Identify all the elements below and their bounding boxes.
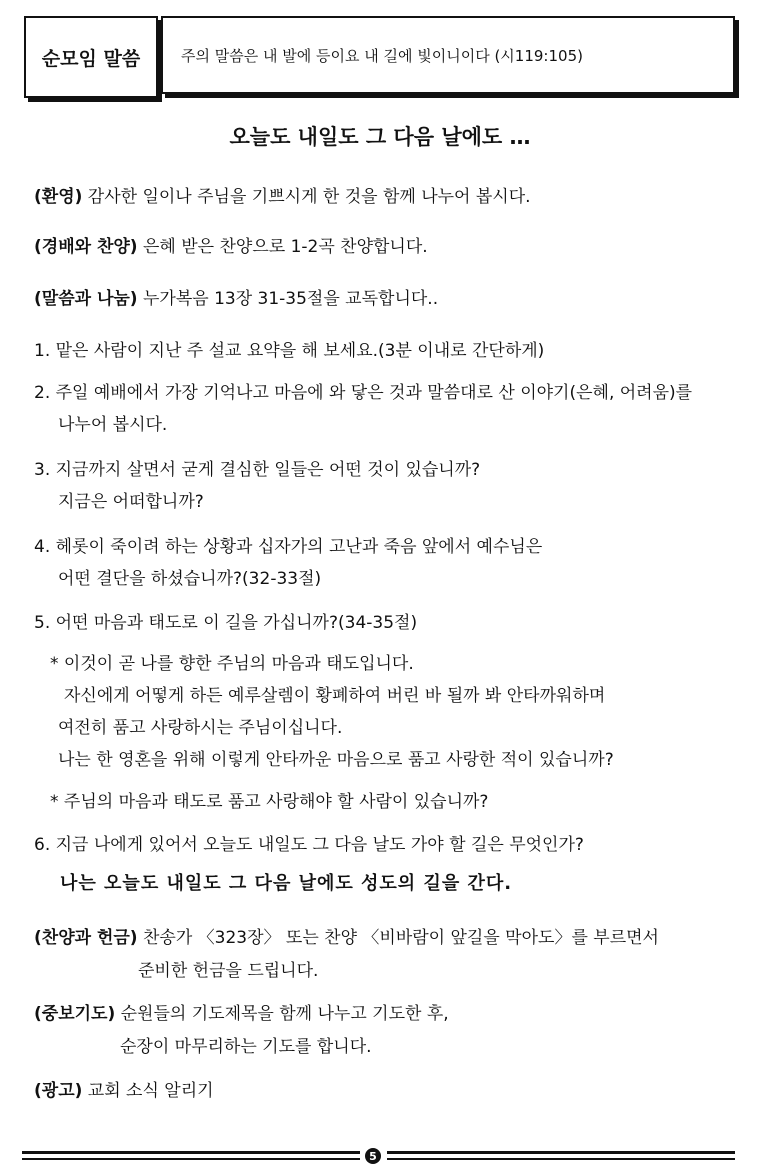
offering-line-2: 준비한 헌금을 드립니다. — [138, 961, 319, 981]
notice-tag: (광고) — [34, 1081, 83, 1101]
section-label-box — [24, 16, 158, 98]
notice-line — [34, 1076, 214, 1101]
offering-text: 찬송가 〈323장〉 또는 찬양 〈비바람이 앞길을 막아도〉를 부르면서 — [137, 928, 659, 948]
footer-rule-right-thin — [387, 1158, 735, 1160]
prayer-line — [34, 999, 449, 1024]
question-2: 2. 주일 예배에서 가장 기억나고 마음에 와 닿은 것과 말씀대로 산 이야기(은혜, 어려움)를 — [34, 383, 693, 403]
question-5: 5. 어떤 마음과 태도로 이 길을 가십니까?(34-35절) — [34, 613, 418, 633]
prayer-line-2: 순장이 마무리하는 기도를 합니다. — [120, 1037, 372, 1057]
welcome-text: 감사한 일이나 주님을 기쁘시게 한 것을 함께 나누어 봅시다. — [82, 187, 531, 207]
page-number: 5 — [365, 1148, 381, 1164]
question-2-cont: 나누어 봅시다. — [58, 415, 168, 435]
question-6: 6. 지금 나에게 있어서 오늘도 내일도 그 다음 날도 가야 할 길은 무엇인가? — [34, 835, 584, 855]
question-3: 3. 지금까지 살면서 굳게 결심한 일들은 어떤 것이 있습니까? — [34, 460, 481, 480]
note-1-line-2: 자신에게 어떻게 하든 예루살렘이 황폐하여 버린 바 될까 봐 안타까워하며 — [64, 686, 606, 706]
note-1-line-3: 여전히 품고 사랑하시는 주님이십니다. — [58, 718, 343, 738]
worship-tag: (경배와 찬양) — [34, 237, 138, 257]
worship-text: 은혜 받은 찬양으로 1-2곡 찬양합니다. — [137, 237, 428, 257]
footer-rule-left-thin — [22, 1158, 360, 1160]
welcome-tag: (환영) — [34, 187, 83, 207]
footer-rule-right — [387, 1151, 735, 1154]
question-1: 1. 맡은 사람이 지난 주 설교 요약을 해 보세요.(3분 이내로 간단하게) — [34, 341, 545, 361]
page-title: 오늘도 내일도 그 다음 날에도 … — [229, 125, 531, 149]
word-tag: (말씀과 나눔) — [34, 289, 138, 309]
word-text: 누가복음 13장 31-35절을 교독합니다.. — [137, 289, 439, 309]
worship-line — [34, 232, 428, 257]
footer-rule-left — [22, 1151, 360, 1154]
prayer-tag: (중보기도) — [34, 1004, 116, 1024]
note-2: * 주님의 마음과 태도로 품고 사랑해야 할 사람이 있습니까? — [50, 792, 489, 812]
notice-text: 교회 소식 알리기 — [82, 1081, 214, 1101]
verse-box — [161, 16, 735, 94]
question-3-cont: 지금은 어떠합니까? — [58, 492, 204, 512]
note-1: * 이것이 곧 나를 향한 주님의 마음과 태도입니다. — [50, 654, 414, 674]
question-4: 4. 헤롯이 죽이려 하는 상황과 십자가의 고난과 죽음 앞에서 예수님은 — [34, 537, 543, 557]
offering-tag: (찬양과 헌금) — [34, 928, 138, 948]
offering-line — [34, 923, 659, 948]
note-1-line-4: 나는 한 영혼을 위해 이렇게 안타까운 마음으로 품고 사랑한 적이 있습니까? — [58, 750, 614, 770]
verse-text: 주의 말씀은 내 발에 등이요 내 길에 빛이니이다 (시119:105) — [181, 46, 583, 65]
prayer-text: 순원들의 기도제목을 함께 나누고 기도한 후, — [115, 1004, 449, 1024]
word-line — [34, 284, 438, 309]
welcome-line — [34, 182, 531, 207]
question-6-answer: 나는 오늘도 내일도 그 다음 날에도 성도의 길을 간다. — [60, 873, 513, 894]
section-label: 순모임 말씀 — [41, 47, 141, 70]
question-4-cont: 어떤 결단을 하셨습니까?(32-33절) — [58, 569, 322, 589]
